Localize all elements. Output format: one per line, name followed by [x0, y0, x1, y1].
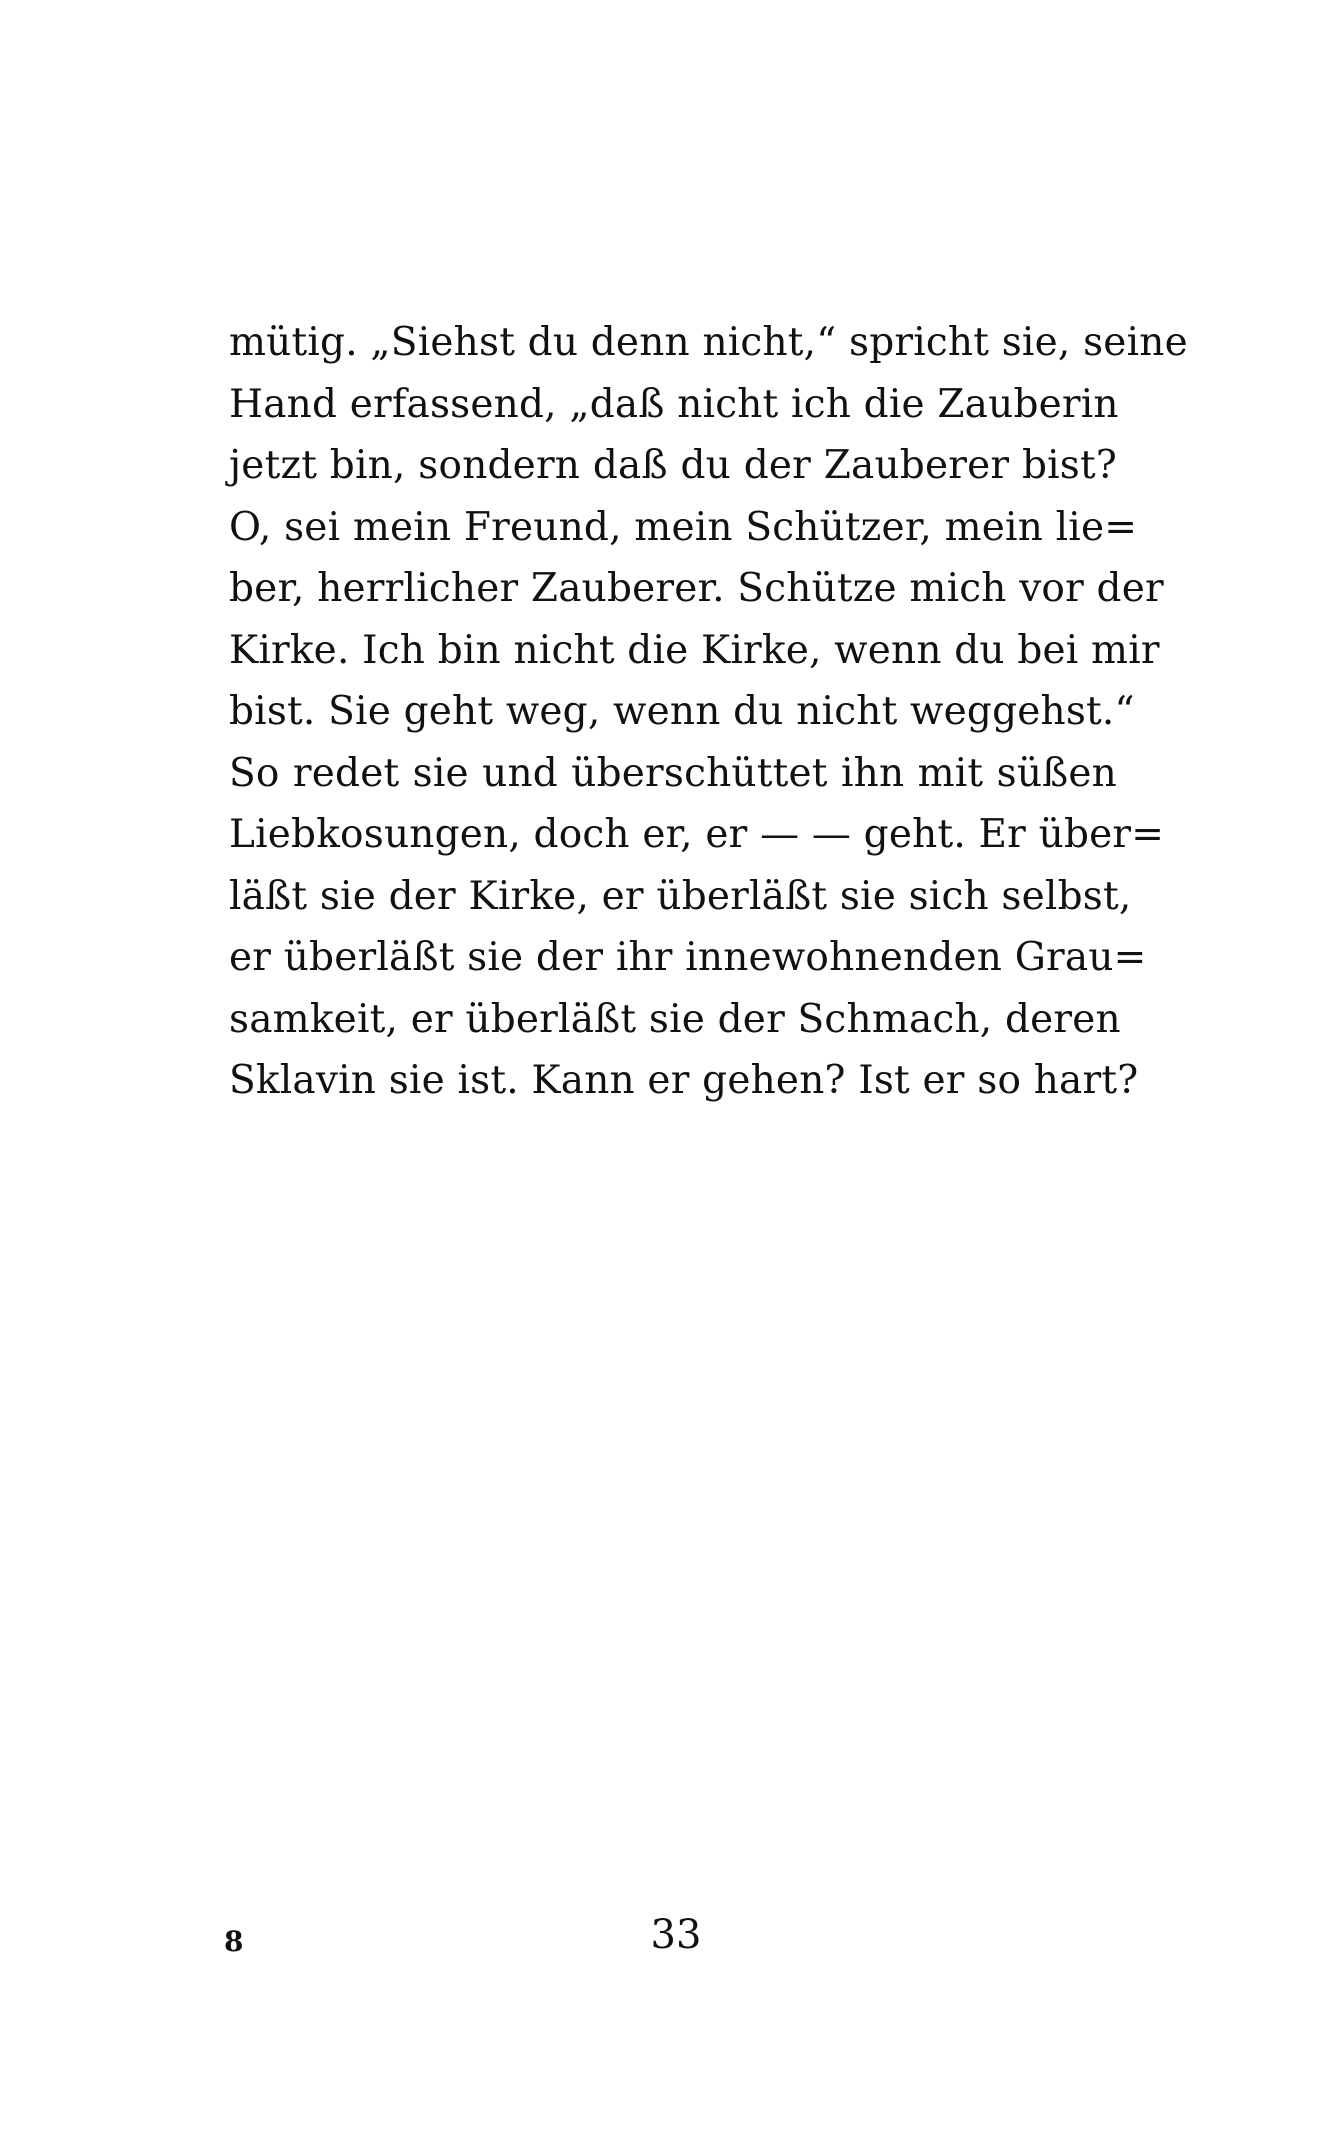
text-line-3: jetzt bin, sondern daß du der Zauberer bist?: [229, 443, 1117, 488]
text-line-9: Liebkosungen, doch er, er — — geht. Er über=: [229, 812, 1165, 857]
text-line-10: läßt sie der Kirke, er überläßt sie sich selbst,: [229, 873, 1132, 919]
body-text: [229, 312, 1188, 1112]
text-line-6: Kirke. Ich bin nicht die Kirke, wenn du bei mir: [229, 627, 1160, 673]
page-number: 33: [650, 1912, 702, 1958]
text-line-12: samkeit, er überläßt sie der Schmach, deren: [229, 996, 1121, 1042]
text-line-2: Hand erfassend, „daß nicht ich die Zauberin: [229, 381, 1119, 427]
text-line-5: ber, herrlicher Zauberer. Schütze mich vor der: [229, 566, 1164, 611]
text-line-4: O, sei mein Freund, mein Schützer, mein lie=: [229, 504, 1138, 550]
text-line-11: er überläßt sie der ihr innewohnenden Grau=: [229, 935, 1147, 980]
text-line-13: Sklavin sie ist. Kann er gehen? Ist er so hart?: [229, 1058, 1139, 1103]
text-line-7: bist. Sie geht weg, wenn du nicht weggehst.“: [229, 689, 1135, 734]
signature-mark: 8: [224, 1925, 244, 1958]
text-line-1: mütig. „Siehst du denn nicht,“ spricht sie, seine: [229, 320, 1188, 365]
text-line-8: So redet sie und überschüttet ihn mit süßen: [229, 750, 1117, 796]
